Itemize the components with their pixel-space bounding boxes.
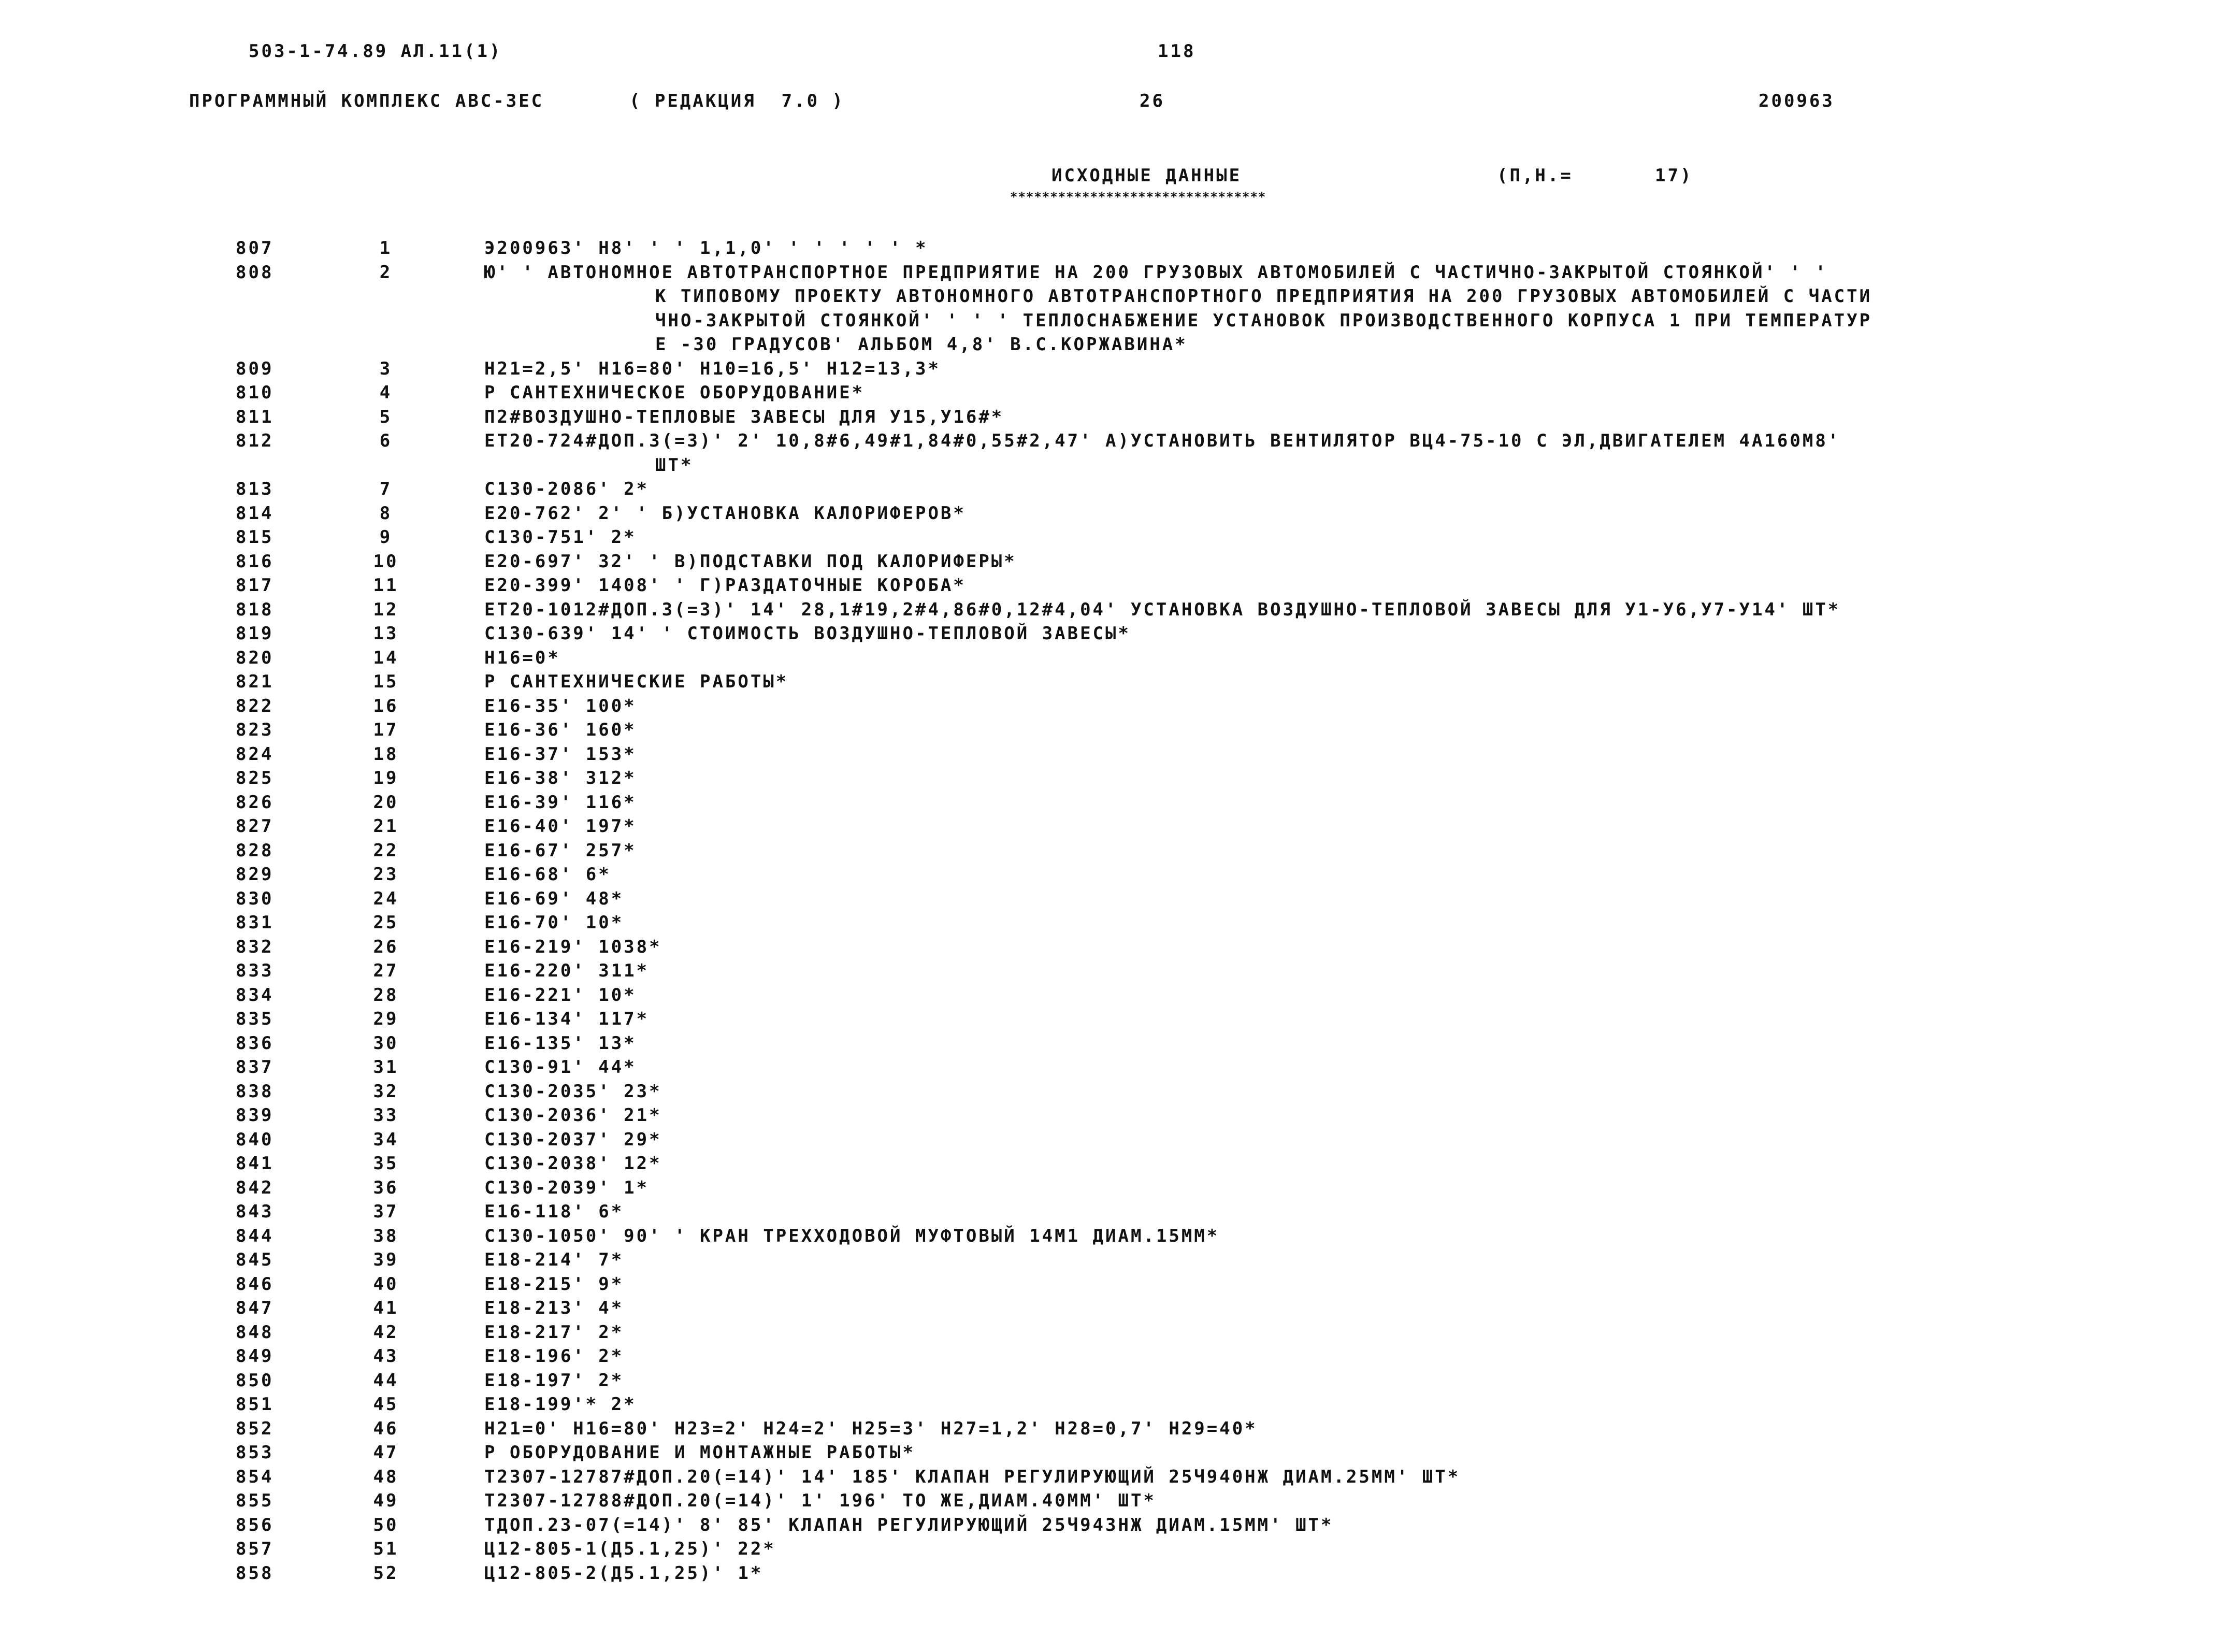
section-page-label: (П,Н.= [1497,165,1573,186]
sequence-number: 40 [373,1273,399,1295]
listing-row [0,501,2233,525]
sequence-number: 44 [373,1370,399,1391]
statement-text: Е18-217' 2* [484,1321,624,1343]
sequence-number: 51 [373,1539,399,1559]
sequence-number: 21 [373,816,399,837]
sequence-number: 36 [373,1177,399,1198]
line-number: 827 [236,816,274,837]
listing-row [0,935,2233,959]
date-code: 200963 [1759,91,1835,111]
line-number: 818 [236,599,274,620]
sequence-number: 2 [379,262,393,283]
sequence-number: 33 [373,1105,399,1126]
sequence-number: 48 [373,1466,399,1487]
listing-row [0,260,2233,284]
statement-text: Е18-196' 2* [484,1346,624,1367]
sequence-number: 45 [373,1394,399,1415]
sequence-number: 10 [373,551,399,572]
line-number: 811 [236,406,274,427]
listing-continuation-line [0,284,2233,308]
page-number: 118 [1158,41,1196,62]
sequence-number: 14 [373,647,399,668]
statement-text: Е16-37' 153* [484,743,637,765]
sequence-number: 30 [373,1032,399,1054]
document-code: 503-1-74.89 АЛ.11(1) [249,41,502,62]
line-number: 828 [236,840,274,861]
statement-text: Е16-38' 312* [484,768,637,788]
listing-row [0,1344,2233,1368]
sequence-number: 24 [373,888,399,909]
statement-text: Е -30 ГРАДУСОВ' АЛЬБОМ 4,8' В.С.КОРЖАВИНА* [655,334,1188,355]
line-number: 809 [236,358,274,379]
sequence-number: 5 [379,406,393,427]
listing-row [0,1224,2233,1248]
statement-text: С130-2035' 23* [484,1081,662,1102]
listing-row [0,910,2233,935]
statement-text: Е16-39' 116* [484,792,637,813]
listing-row [0,742,2233,766]
line-number: 816 [236,551,274,572]
listing-row [0,862,2233,886]
listing-row [0,1199,2233,1224]
statement-text: Е20-762' 2' ' Б)УСТАНОВКА КАЛОРИФЕРОВ* [484,502,966,524]
statement-text: Р ОБОРУДОВАНИЕ И МОНТАЖНЫЕ РАБОТЫ* [484,1442,915,1463]
listing-row [0,549,2233,573]
listing-row [0,1079,2233,1103]
listing-row [0,838,2233,863]
sequence-number: 9 [379,527,393,548]
statement-text: Е16-70' 10* [484,912,624,933]
statement-text: С130-639' 14' ' СТОИМОСТЬ ВОЗДУШНО-ТЕПЛОВОЙ ЗАВЕСЫ* [484,623,1131,644]
sequence-number: 22 [373,840,399,861]
edition-label: ( РЕДАКЦИЯ 7.0 ) [629,91,845,111]
listing-row [0,1368,2233,1392]
statement-text: Е16-118' 6* [484,1201,624,1222]
listing-row [0,645,2233,670]
line-number: 848 [236,1321,274,1343]
sequence-number: 19 [373,768,399,788]
listing-row [0,380,2233,405]
line-number: 825 [236,768,274,788]
sequence-number: 11 [373,575,399,596]
listing-row [0,1392,2233,1416]
sequence-number: 7 [379,479,393,499]
listing-row [0,621,2233,645]
listing-row [0,1007,2233,1031]
statement-text: ЧНО-ЗАКРЫТОЙ СТОЯНКОЙ' ' ' ' ТЕПЛОСНАБЖЕНИЕ УСТАНОВОК ПРОИЗВОДСТВЕННОГО КОРПУСА 1 ПРИ ТЕМПЕРАТУР [655,310,1872,331]
listing-row [0,1296,2233,1320]
listing-row [0,1055,2233,1079]
line-number: 819 [236,623,274,644]
statement-text: Е16-219' 1038* [484,936,662,957]
sequence-number: 8 [379,502,393,524]
sequence-number: 47 [373,1442,399,1463]
statement-text: С130-91' 44* [484,1057,637,1078]
sequence-number: 39 [373,1249,399,1270]
statement-text: Н16=0* [484,647,560,668]
line-number: 813 [236,479,274,499]
line-number: 856 [236,1514,274,1535]
line-number: 849 [236,1346,274,1367]
listing-row [0,525,2233,549]
listing-row [0,669,2233,694]
sequence-number: 15 [373,671,399,692]
statement-text: Е18-213' 4* [484,1298,624,1318]
statement-text: Е16-67' 257* [484,840,637,861]
line-number: 843 [236,1201,274,1222]
listing-row [0,766,2233,790]
statement-text: Е18-215' 9* [484,1273,624,1295]
section-page-value: 17) [1655,165,1693,186]
line-number: 855 [236,1490,274,1511]
section-title: ИСХОДНЫЕ ДАННЫЕ [1051,165,1242,186]
sequence-number: 42 [373,1321,399,1343]
listing-row [0,717,2233,742]
line-number: 844 [236,1225,274,1246]
statement-text: Р САНТЕХНИЧЕСКИЕ РАБОТЫ* [484,671,789,692]
line-number: 815 [236,527,274,548]
statement-text: С130-2039' 1* [484,1177,650,1198]
listing-continuation-line [0,332,2233,356]
listing-row [0,236,2233,260]
statement-text: С130-1050' 90' ' КРАН ТРЕХХОДОВОЙ МУФТОВЫЙ 14М1 ДИАМ.15ММ* [484,1225,1220,1246]
statement-text: Т2307-12787#ДОП.20(=14)' 14' 185' КЛАПАН РЕГУЛИРУЮЩИЙ 25Ч940НЖ ДИАМ.25ММ' ШТ* [484,1466,1461,1487]
statement-text: Е18-197' 2* [484,1370,624,1391]
listing-row [0,694,2233,718]
sequence-number: 46 [373,1418,399,1439]
statement-text: Е16-68' 6* [484,864,611,885]
statement-text: С130-751' 2* [484,527,637,548]
sequence-number: 16 [373,695,399,716]
listing-row [0,1464,2233,1489]
line-number: 853 [236,1442,274,1463]
sequence-number: 27 [373,960,399,981]
line-number: 835 [236,1009,274,1029]
sequence-number: 41 [373,1298,399,1318]
sequence-number: 6 [379,430,393,451]
listing-row [0,983,2233,1007]
line-number: 817 [236,575,274,596]
sequence-number: 20 [373,792,399,813]
line-number: 836 [236,1032,274,1054]
sequence-number: 37 [373,1201,399,1222]
statement-text: С130-2086' 2* [484,479,650,499]
line-number: 845 [236,1249,274,1270]
line-number: 852 [236,1418,274,1439]
statement-text: Е20-697' 32' ' В)ПОДСТАВКИ ПОД КАЛОРИФЕРЫ* [484,551,1017,572]
sequence-number: 1 [379,238,393,258]
line-number: 839 [236,1105,274,1126]
statement-text: ТДОП.23-07(=14)' 8' 85' КЛАПАН РЕГУЛИРУЮЩИЙ 25Ч943НЖ ДИАМ.15ММ' ШТ* [484,1514,1334,1535]
listing-row [0,1536,2233,1561]
listing-row [0,1488,2233,1513]
listing-row [0,1103,2233,1127]
sequence-number: 32 [373,1081,399,1102]
sequence-number: 23 [373,864,399,885]
sequence-number: 26 [373,936,399,957]
line-number: 851 [236,1394,274,1415]
sequence-number: 34 [373,1129,399,1150]
listing-row [0,1561,2233,1585]
line-number: 841 [236,1153,274,1174]
statement-text: Е16-40' 197* [484,816,637,837]
line-number: 807 [236,238,274,258]
sequence-number: 52 [373,1562,399,1584]
statement-text: Н21=2,5' Н16=80' Н10=16,5' Н12=13,3* [484,358,941,379]
line-number: 838 [236,1081,274,1102]
statement-text: Ц12-805-1(Д5.1,25)' 22* [484,1539,776,1559]
listing-row [0,1151,2233,1175]
line-number: 831 [236,912,274,933]
statement-text: Е16-220' 311* [484,960,650,981]
line-number: 858 [236,1562,274,1584]
statement-text: Ц12-805-2(Д5.1,25)' 1* [484,1562,763,1584]
statement-text: Т2307-12788#ДОП.20(=14)' 1' 196' ТО ЖЕ,ДИАМ.40ММ' ШТ* [484,1490,1156,1511]
statement-text: ШТ* [655,454,694,476]
statement-text: Е20-399' 1408' ' Г)РАЗДАТОЧНЫЕ КОРОБА* [484,575,966,596]
listing-row [0,356,2233,381]
sequence-number: 4 [379,382,393,403]
statement-text: Н21=0' Н16=80' Н23=2' Н24=2' Н25=3' Н27=1,2' Н28=0,7' Н29=40* [484,1418,1258,1439]
line-number: 830 [236,888,274,909]
listing-rows [0,236,2233,1585]
sequence-number: 13 [373,623,399,644]
statement-text: Е16-35' 100* [484,695,637,716]
listing-row [0,1440,2233,1464]
listing-row [0,958,2233,983]
sequence-number: 29 [373,1009,399,1029]
listing-row [0,1031,2233,1055]
sequence-number: 28 [373,984,399,1005]
listing-row [0,1247,2233,1272]
sequence-number: 31 [373,1057,399,1078]
listing-row [0,1513,2233,1537]
sequence-number: 38 [373,1225,399,1246]
line-number: 837 [236,1057,274,1078]
line-number: 833 [236,960,274,981]
listing-row [0,1175,2233,1200]
line-number: 820 [236,647,274,668]
line-number: 821 [236,671,274,692]
listing-row [0,428,2233,453]
sequence-number: 18 [373,743,399,765]
listing-row [0,1320,2233,1344]
section-underline: ******************************** [1010,190,1266,204]
sequence-number: 3 [379,358,393,379]
listing-continuation-line [0,453,2233,477]
statement-text: Е18-199'* 2* [484,1394,637,1415]
line-number: 814 [236,502,274,524]
listing-row [0,1416,2233,1441]
line-number: 826 [236,792,274,813]
statement-text: ЕТ20-724#ДОП.3(=3)' 2' 10,8#6,49#1,84#0,55#2,47' А)УСТАНОВИТЬ ВЕНТИЛЯТОР ВЦ4-75-10 С ЭЛ,ДВИГАТЕЛЕМ 4А160М8' [484,430,1841,451]
listing-row [0,597,2233,622]
listing-row [0,405,2233,429]
line-number: 832 [236,936,274,957]
line-number: 810 [236,382,274,403]
sequence-number: 43 [373,1346,399,1367]
statement-text: ЕТ20-1012#ДОП.3(=3)' 14' 28,1#19,2#4,86#0,12#4,04' УСТАНОВКА ВОЗДУШНО-ТЕПЛОВОЙ ЗАВЕСЫ ДЛЯ У1-У6,У7-У14' ШТ* [484,599,1841,620]
listing-row [0,1272,2233,1296]
listing-row [0,790,2233,814]
sheet-number: 26 [1140,91,1165,111]
statement-text: Е16-69' 48* [484,888,624,909]
statement-text: Э200963' Н8' ' ' 1,1,0' ' ' ' ' ' * [484,238,928,258]
line-number: 834 [236,984,274,1005]
line-number: 840 [236,1129,274,1150]
statement-text: С130-2036' 21* [484,1105,662,1126]
sequence-number: 35 [373,1153,399,1174]
line-number: 842 [236,1177,274,1198]
statement-text: С130-2038' 12* [484,1153,662,1174]
line-number: 846 [236,1273,274,1295]
sequence-number: 12 [373,599,399,620]
listing-continuation-line [0,308,2233,333]
statement-text: Е16-135' 13* [484,1032,637,1054]
line-number: 822 [236,695,274,716]
line-number: 847 [236,1298,274,1318]
sequence-number: 17 [373,720,399,740]
sequence-number: 49 [373,1490,399,1511]
line-number: 823 [236,720,274,740]
line-number: 808 [236,262,274,283]
statement-text: Р САНТЕХНИЧЕСКОЕ ОБОРУДОВАНИЕ* [484,382,865,403]
statement-text: К ТИПОВОМУ ПРОЕКТУ АВТОНОМНОГО АВТОТРАНСПОРТНОГО ПРЕДПРИЯТИЯ НА 200 ГРУЗОВЫХ АВТОМОБИЛЕЙ С ЧАСТИ [655,286,1872,307]
program-name: ПРОГРАММНЫЙ КОМПЛЕКС АВС-3ЕС [189,91,544,111]
statement-text: С130-2037' 29* [484,1129,662,1150]
line-number: 857 [236,1539,274,1559]
listing-row [0,573,2233,597]
statement-text: Е18-214' 7* [484,1249,624,1270]
statement-text: Е16-134' 117* [484,1009,650,1029]
statement-text: Е16-221' 10* [484,984,637,1005]
line-number: 829 [236,864,274,885]
listing-row [0,814,2233,838]
sequence-number: 25 [373,912,399,933]
statement-text: П2#ВОЗДУШНО-ТЕПЛОВЫЕ ЗАВЕСЫ ДЛЯ У15,У16#* [484,406,1004,427]
line-number: 850 [236,1370,274,1391]
sequence-number: 50 [373,1514,399,1535]
listing-row [0,886,2233,911]
line-number: 824 [236,743,274,765]
line-number: 854 [236,1466,274,1487]
listing-row [0,1127,2233,1152]
statement-text: Е16-36' 160* [484,720,637,740]
listing-row [0,477,2233,501]
line-number: 812 [236,430,274,451]
statement-text: Ю' ' АВТОНОМНОЕ АВТОТРАНСПОРТНОЕ ПРЕДПРИЯТИЕ НА 200 ГРУЗОВЫХ АВТОМОБИЛЕЙ С ЧАСТИЧНО-ЗАКРЫТОЙ СТОЯНКОЙ' ' ' [484,262,1828,283]
